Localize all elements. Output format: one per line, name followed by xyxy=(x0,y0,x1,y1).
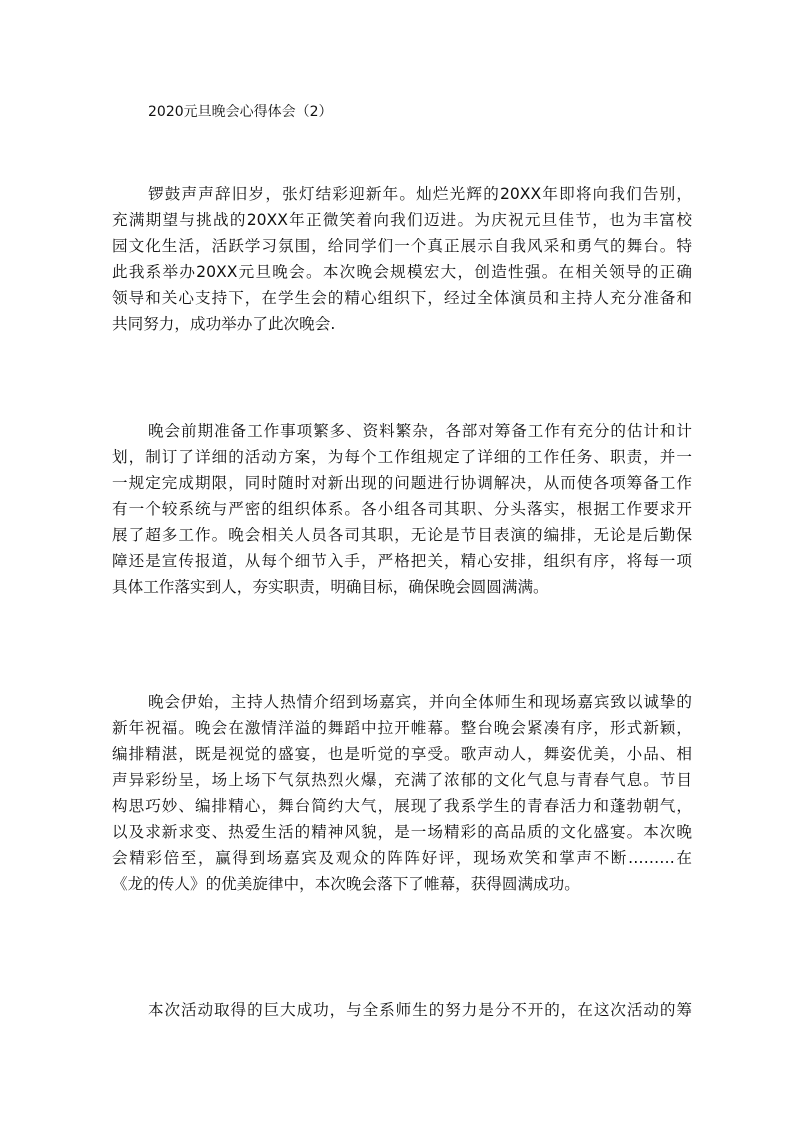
text-line: 此我系举办20XX元旦晚会。本次晚会规模宏大，创造性强。在相关领导的正确 xyxy=(112,263,692,281)
text-line: 晚会前期准备工作事项繁多、资料繁杂，各部对筹备工作有充分的估计和计 xyxy=(148,422,692,440)
text-line: 本次活动取得的巨大成功，与全系师生的努力是分不开的，在这次活动的筹 xyxy=(148,1001,692,1019)
text-line: 园文化生活，活跃学习氛围，给同学们一个真正展示自我风采和勇气的舞台。特 xyxy=(112,237,692,255)
text-line: 充满期望与挑战的20XX年正微笑着向我们迈进。为庆祝元旦佳节，也为丰富校 xyxy=(112,211,692,229)
paragraph-2 xyxy=(112,418,692,600)
text-line: 共同努力，成功举办了此次晚会. xyxy=(112,315,336,333)
text-line: 《龙的传人》的优美旋律中，本次晚会落下了帷幕，获得圆满成功。 xyxy=(112,875,580,893)
paragraph-3 xyxy=(112,689,692,897)
text-line: 会精彩倍至，赢得到场嘉宾及观众的阵阵好评，现场欢笑和掌声不断………在 xyxy=(112,849,692,867)
text-line: 声异彩纷呈，场上场下气氛热烈火爆，充满了浓郁的文化气息与青春气息。节目 xyxy=(112,771,692,789)
paragraph-1 xyxy=(112,181,692,337)
text-line: 展了超多工作。晚会相关人员各司其职，无论是节目表演的编排，无论是后勤保 xyxy=(112,526,692,544)
document-title: 2020元旦晚会心得体会（2） xyxy=(148,104,333,120)
text-line: 构思巧妙、编排精心，舞台简约大气，展现了我系学生的青春活力和蓬勃朝气， xyxy=(112,797,692,815)
text-line: 障还是宣传报道，从每个细节入手，严格把关，精心安排，组织有序，将每一项 xyxy=(112,552,692,570)
text-line: 具体工作落实到人，夯实职责，明确目标，确保晚会圆圆满满。 xyxy=(112,578,549,596)
text-line: 划，制订了详细的活动方案，为每个工作组规定了详细的工作任务、职责，并一 xyxy=(112,448,692,466)
paragraph-4 xyxy=(112,997,692,1023)
text-line: 领导和关心支持下，在学生会的精心组织下，经过全体演员和主持人充分准备和 xyxy=(112,289,692,307)
text-line: 编排精湛，既是视觉的盛宴，也是听觉的享受。歌声动人，舞姿优美，小品、相 xyxy=(112,745,692,763)
text-line: 新年祝福。晚会在激情洋溢的舞蹈中拉开帷幕。整台晚会紧凑有序，形式新颖， xyxy=(112,719,692,737)
text-line: 晚会伊始，主持人热情介绍到场嘉宾，并向全体师生和现场嘉宾致以诚挚的 xyxy=(148,693,692,711)
text-line: 以及求新求变、热爱生活的精神风貌，是一场精彩的高品质的文化盛宴。本次晚 xyxy=(112,823,692,841)
text-line: 有一个较系统与严密的组织体系。各小组各司其职、分头落实，根据工作要求开 xyxy=(112,500,692,518)
text-line: 锣鼓声声辞旧岁，张灯结彩迎新年。灿烂光辉的20XX年即将向我们告别， xyxy=(148,185,692,203)
text-line: 一规定完成期限，同时随时对新出现的问题进行协调解决，从而使各项筹备工作 xyxy=(112,474,692,492)
